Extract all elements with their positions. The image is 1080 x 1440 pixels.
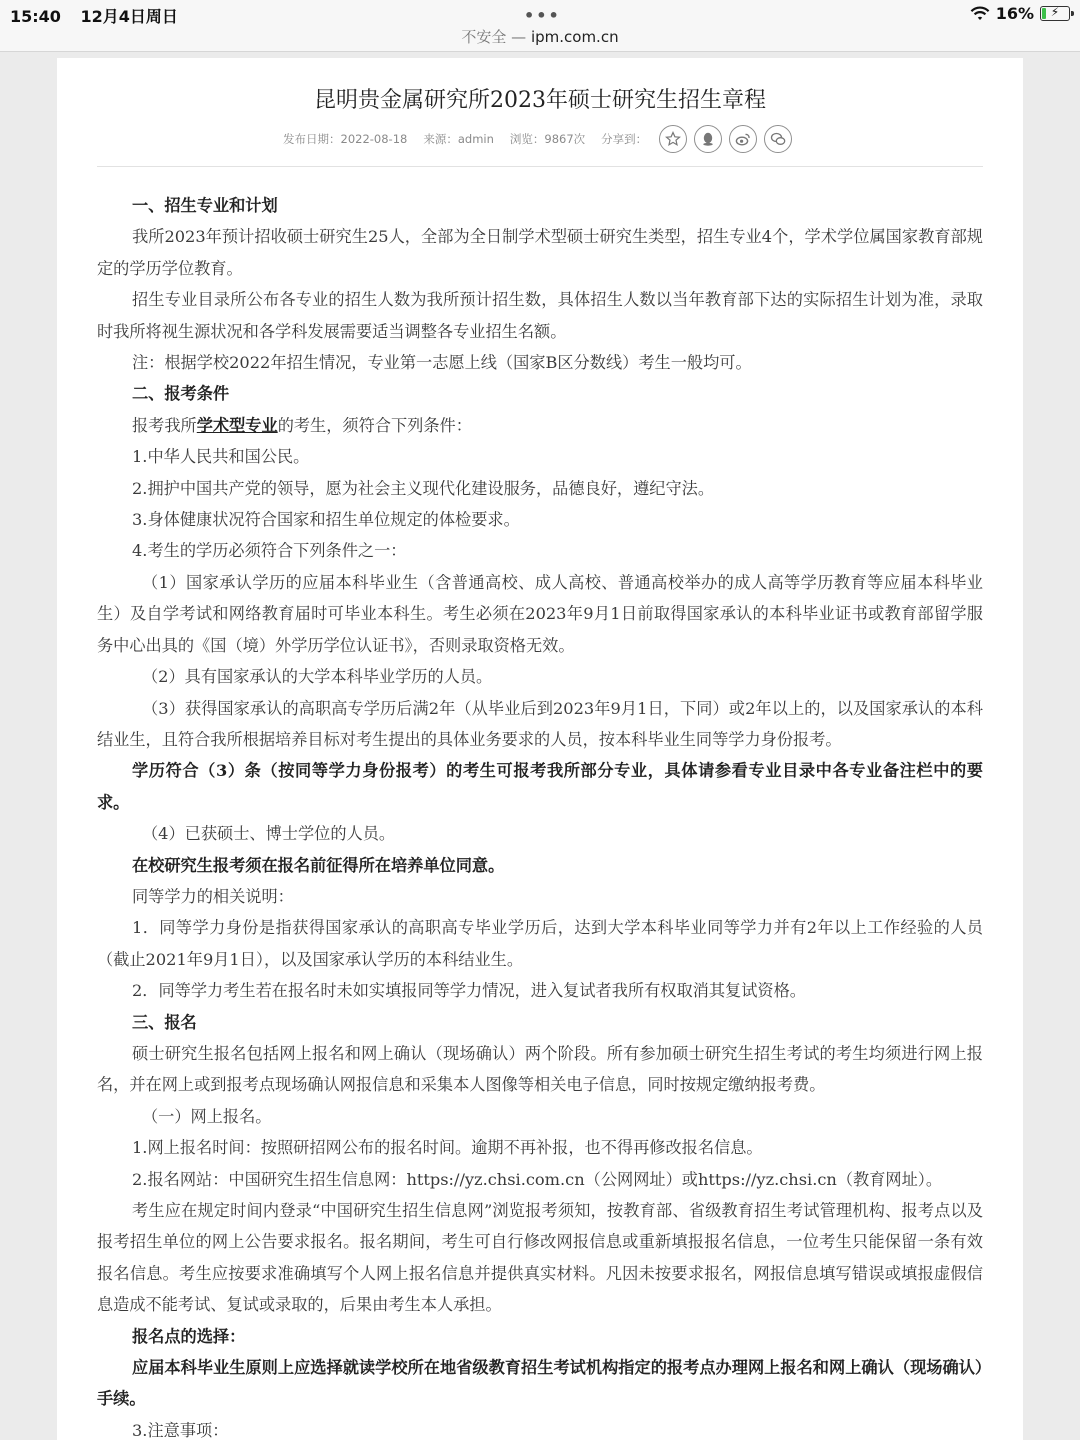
subheading: （一）网上报名。 [142, 1106, 272, 1126]
view-count: 浏览：9867次 [509, 132, 586, 146]
bold-notice: 在校研究生报考须在报名前征得所在培养单位同意。 [132, 855, 505, 875]
paragraph: 招生专业目录所公布各专业的招生人数为我所预计招生数，具体招生人数以当年教育部下达的实际招生计划为准，录取时我所将视生源状况和各学科发展需要适当调整各专业招生名额。 [97, 290, 983, 341]
wechat-icon[interactable] [764, 125, 792, 153]
status-date: 12月4日周日 [80, 7, 178, 26]
list-item: （1）国家承认学历的应届本科毕业生（含普通高校、成人高校、普通高校举办的成人高等学历教育等应届本科毕业生）及自学考试和网络教育届时可毕业本科生。考生必须在2023年9月1日前取得国家承认的本科毕业证书或教育部留学服务中心出具的《国（境）外学历学位认证书》，否则录取资格无效。 [97, 572, 983, 655]
bold-notice: 应届本科毕业生原则上应选择就读学校所在地省级教育招生考试机构指定的报考点办理网上报名和网上确认（现场确认）手续。 [97, 1358, 983, 1409]
battery-icon: ⚡ [1040, 6, 1070, 21]
text-span: 报考我所 [132, 415, 197, 435]
section-heading-2: 二、报考条件 [132, 384, 230, 404]
status-bar-left [10, 4, 192, 27]
list-item: 3.身体健康状况符合国家和招生单位规定的体检要求。 [132, 510, 520, 530]
article-source: 来源：admin [423, 132, 494, 146]
status-bar-right [970, 4, 1070, 23]
list-item: 2．同等学力考生若在报名时未如实填报同等学力情况，进入复试者我所有权取消其复试资格。 [132, 981, 806, 1001]
share-label: 分享到： [601, 132, 648, 146]
section-heading-1: 一、招生专业和计划 [132, 196, 278, 215]
paragraph: 我所2023年预计招收硕士研究生25人，全部为全日制学术型硕士研究生类型，招生专业4个，学术学位属国家教育部规定的学历学位教育。 [97, 227, 983, 278]
bold-notice: 学历符合（3）条（按同等学力身份报考）的考生可报考我所部分专业，具体请参看专业目录中各专业备注栏中的要求。 [97, 761, 983, 812]
url-domain: ipm.com.cn [530, 28, 619, 46]
star-icon[interactable] [659, 125, 687, 153]
paragraph: 考生应在规定时间内登录“中国研究生招生信息网”浏览报考须知，按教育部、省级教育招生考试管理机构、报考点以及报考招生单位的网上公告要求报名。报名期间，考生可自行修改网报信息或重新填报报名信息，一位考生只能保留一条有效报名信息。考生应按要求准确填写个人网上报名信息并提供真实材料。凡因未按要求报名，网报信息填写错误或填报虚假信息造成不能考试、复试或录取的，后果由考生本人承担。 [97, 1201, 983, 1315]
list-item: 3.注意事项： [132, 1420, 229, 1440]
list-item: （4）已获硕士、博士学位的人员。 [142, 824, 396, 844]
list-item: 1．同等学力身份是指获得国家承认的高职高专毕业学历后，达到大学本科毕业同等学力并有2年以上工作经验的人员（截止2021年9月1日），以及国家承认学历的本科结业生。 [97, 918, 983, 969]
battery-percent: 16% [995, 4, 1034, 23]
weibo-icon[interactable] [729, 125, 757, 153]
publish-date: 发布日期：2022-08-18 [283, 132, 408, 146]
article-meta [283, 124, 799, 154]
academic-major-link: 学术型专业 [196, 415, 278, 435]
article-card [57, 58, 1023, 1440]
insecure-label: 不安全 — [461, 28, 527, 46]
list-item: 1.中华人民共和国公民。 [132, 447, 310, 467]
paragraph [97, 410, 983, 441]
subheading-bold: 报名点的选择： [132, 1326, 246, 1346]
qq-icon[interactable] [694, 125, 722, 153]
paragraph: 硕士研究生报名包括网上报名和网上确认（现场确认）两个阶段。所有参加硕士研究生招生考试的考生均须进行网上报名，并在网上或到报考点现场确认网报信息和采集本人图像等相关电子信息，同时按规定缴纳报考费。 [97, 1043, 983, 1095]
list-item: （2）具有国家承认的大学本科毕业学历的人员。 [142, 667, 493, 687]
list-item: 2.拥护中国共产党的领导，愿为社会主义现代化建设服务，品德良好，遵纪守法。 [132, 478, 715, 498]
text-span: 的考生，须符合下列条件： [277, 415, 472, 435]
title-divider [97, 166, 983, 167]
list-item: （3）获得国家承认的高职高专学历后满2年（从毕业后到2023年9月1日，下同）或2年以上的，以及国家承认的本科结业生，且符合我所根据培养目标对考生提出的具体业务要求的人员，按本科毕业生同等学力身份报考。 [97, 698, 983, 749]
paragraph-note: 注：根据学校2022年招生情况，专业第一志愿上线（国家B区分数线）考生一般均可。 [132, 353, 752, 373]
list-item: 4.考生的学历必须符合下列条件之一： [132, 541, 407, 561]
page-title: 昆明贵金属研究所2023年硕士研究生招生章程 [314, 88, 766, 113]
status-time: 15:40 [10, 7, 61, 26]
address-bar[interactable] [0, 26, 1080, 47]
article-body [97, 190, 983, 1440]
browser-top-bar [0, 0, 1080, 52]
subheading: 同等学力的相关说明： [132, 886, 294, 906]
section-heading-3: 三、报名 [132, 1012, 197, 1032]
list-item: 1.网上报名时间：按照研招网公布的报名时间。逾期不再补报，也不得再修改报名信息。 [132, 1138, 763, 1158]
wifi-icon [970, 6, 990, 22]
list-item: 2.报名网站：中国研究生招生信息网：https://yz.chsi.com.cn（公网网址）或https://yz.chsi.cn（教育网址）。 [132, 1169, 943, 1189]
more-dots-icon[interactable]: ••• [524, 6, 561, 25]
